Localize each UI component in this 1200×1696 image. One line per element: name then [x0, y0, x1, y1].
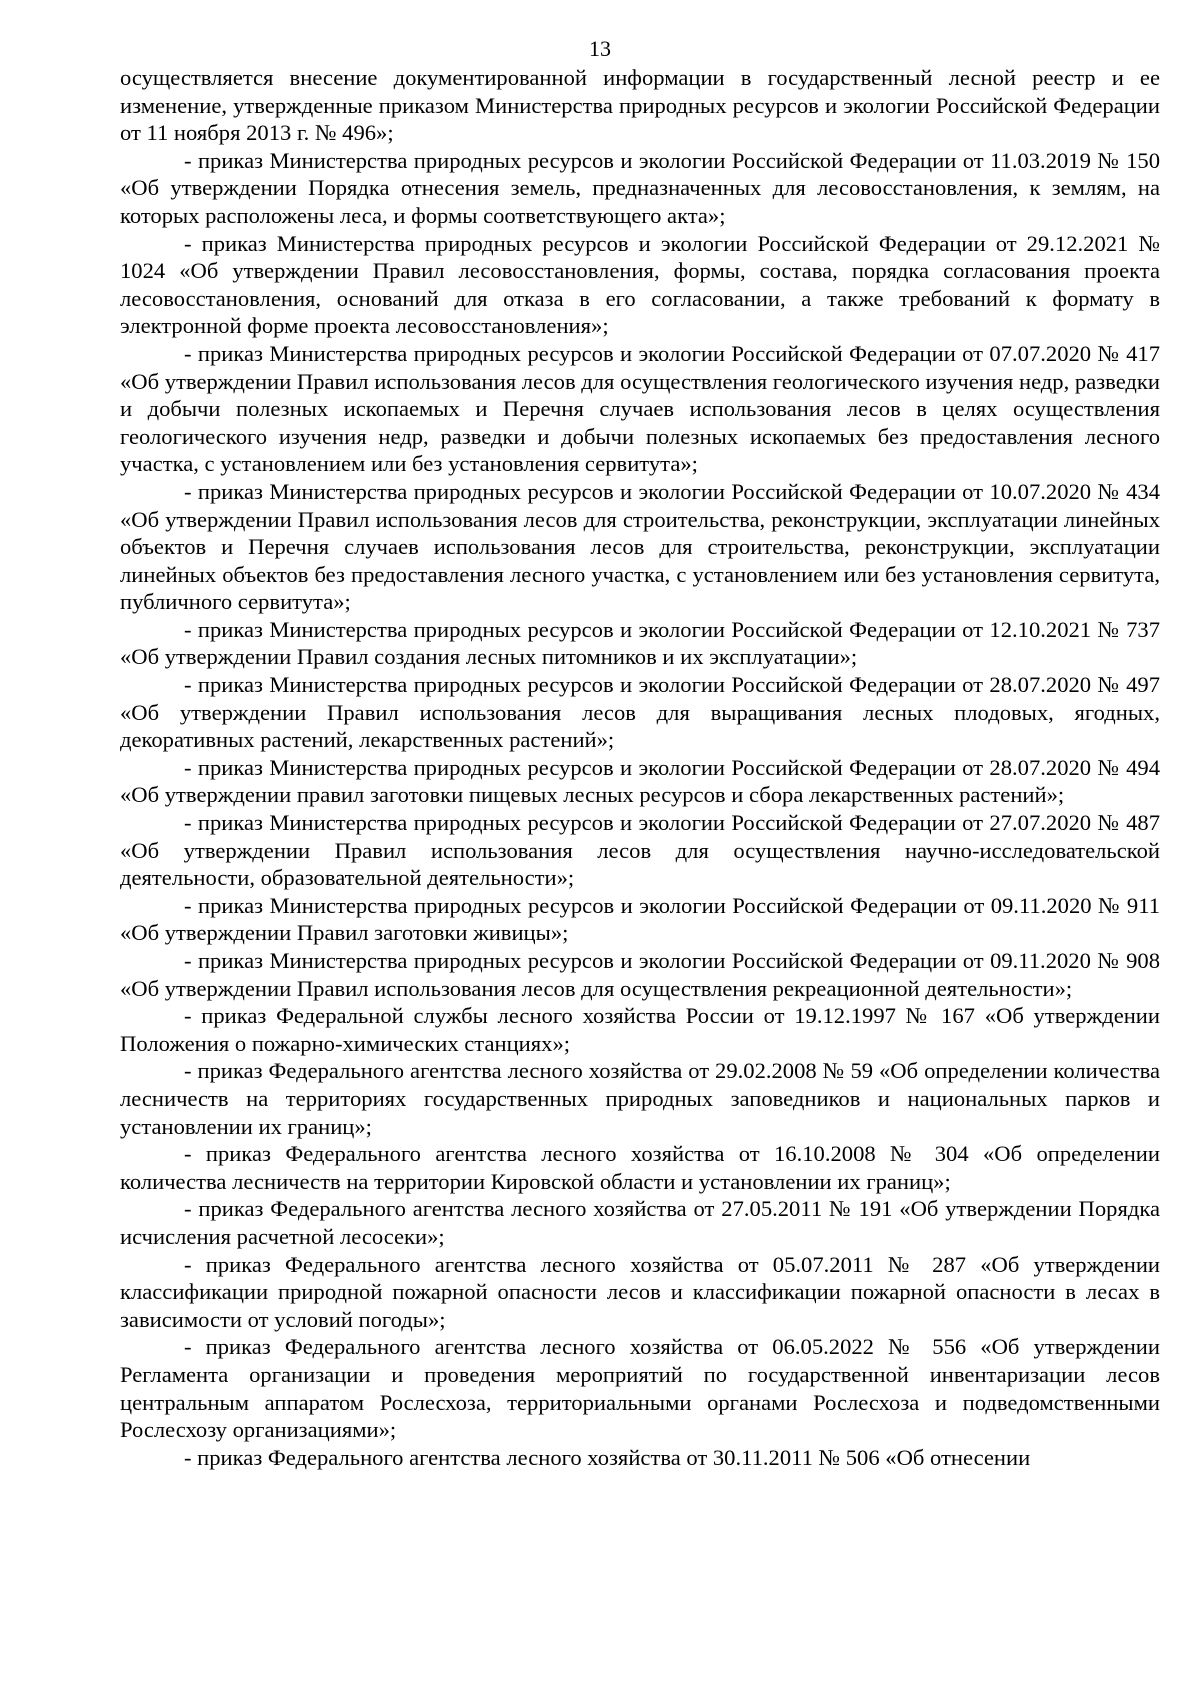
list-item: - приказ Федерального агентства лесного хозяйства от 27.05.2011 № 191 «Об утверждении Порядка исчисления расчетной лесосеки»; [120, 1196, 1160, 1249]
list-item: - приказ Федерального агентства лесного хозяйства от 29.02.2008 № 59 «Об определении количества лесничеств на территориях государственных природных заповедников и национальных парков и установлении их границ»; [120, 1058, 1160, 1139]
list-item: - приказ Министерства природных ресурсов и экологии Российской Федерации от 09.11.2020 № 911 «Об утверждении Правил заготовки живицы»; [120, 892, 1160, 946]
page-number: 13 [589, 36, 611, 61]
list-item: - приказ Министерства природных ресурсов и экологии Российской Федерации от 29.12.2021 № 1024 «Об утверждении Правил лесовосстановления, формы, состава, порядка согласования проекта лесовосстановления, оснований для отказа в его согласовании, а также требований к формату в электронной форме проекта лесовосстановления»; [120, 230, 1160, 339]
list-item: - приказ Федерального агентства лесного хозяйства от 30.11.2011 № 506 «Об отнесении [184, 1444, 1031, 1470]
list-item: - приказ Министерства природных ресурсов и экологии Российской Федерации от 27.07.2020 № 487 «Об утверждении Правил использования лесов для осуществления научно-исследовательской деятельности, образовательной деятельности»; [120, 810, 1160, 891]
list-item: - приказ Министерства природных ресурсов и экологии Российской Федерации от 07.07.2020 № 417 «Об утверждении Правил использования лесов для осуществления геологического изучения недр, разведки и добычи полезных ископаемых и Перечня случаев использования лесов в целях осуществления геологического изучения недр, разведки и добычи полезных ископаемых без предоставления лесного участка, с установлением или без установления сервитута»; [120, 340, 1160, 477]
list-item: - приказ Федерального агентства лесного хозяйства от 16.10.2008 № 304 «Об определении количества лесничеств на территории Кировской области и установлении их границ»; [120, 1141, 1160, 1194]
list-item: - приказ Министерства природных ресурсов и экологии Российской Федерации от 11.03.2019 № 150 «Об утверждении Порядка отнесения земель, предназначенных для лесовосстановления, к землям, на которых расположены леса, и формы соответствующего акта»; [120, 147, 1160, 228]
list-item: - приказ Министерства природных ресурсов и экологии Российской Федерации от 10.07.2020 № 434 «Об утверждении Правил использования лесов для строительства, реконструкции, эксплуатации линейных объектов и Перечня случаев использования лесов для строительства, реконструкции, эксплуатации линейных объектов без предоставления лесного участка, с установлением или без установления сервитута, публичного сервитута»; [120, 478, 1160, 615]
list-item: - приказ Федерального агентства лесного хозяйства от 05.07.2011 № 287 «Об утверждении классификации природной пожарной опасности лесов и классификации пожарной опасности в лесах в зависимости от условий погоды»; [120, 1251, 1160, 1332]
list-item: - приказ Министерства природных ресурсов и экологии Российской Федерации от 09.11.2020 № 908 «Об утверждении Правил использования лесов для осуществления рекреационной деятельности»; [120, 948, 1160, 1001]
paragraph-continuation: осуществляется внесение документированной информации в государственный лесной реестр и ее изменение, утвержденные приказом Министерства природных ресурсов и экологии Российской Федерации от 11 ноября 2013 г. № 496»; [120, 65, 1160, 146]
document-body [120, 64, 1160, 1471]
list-item: - приказ Министерства природных ресурсов и экологии Российской Федерации от 28.07.2020 № 494 «Об утверждении правил заготовки пищевых лесных ресурсов и сбора лекарственных растений»; [120, 754, 1160, 808]
list-item: - приказ Федерального агентства лесного хозяйства от 06.05.2022 № 556 «Об утверждении Регламента организации и проведения мероприятий по государственной инвентаризации лесов центральным аппаратом Рослесхоза, территориальными органами Рослесхоза и подведомственными Рослесхозу организациями»; [120, 1334, 1160, 1443]
list-item: - приказ Министерства природных ресурсов и экологии Российской Федерации от 12.10.2021 № 737 «Об утверждении Правил создания лесных питомников и их эксплуатации»; [120, 616, 1160, 670]
list-item: - приказ Министерства природных ресурсов и экологии Российской Федерации от 28.07.2020 № 497 «Об утверждении Правил использования лесов для выращивания лесных плодовых, ягодных, декоративных растений, лекарственных растений»; [120, 672, 1160, 753]
list-item: - приказ Федеральной службы лесного хозяйства России от 19.12.1997 № 167 «Об утверждении Положения о пожарно-химических станциях»; [120, 1003, 1160, 1056]
